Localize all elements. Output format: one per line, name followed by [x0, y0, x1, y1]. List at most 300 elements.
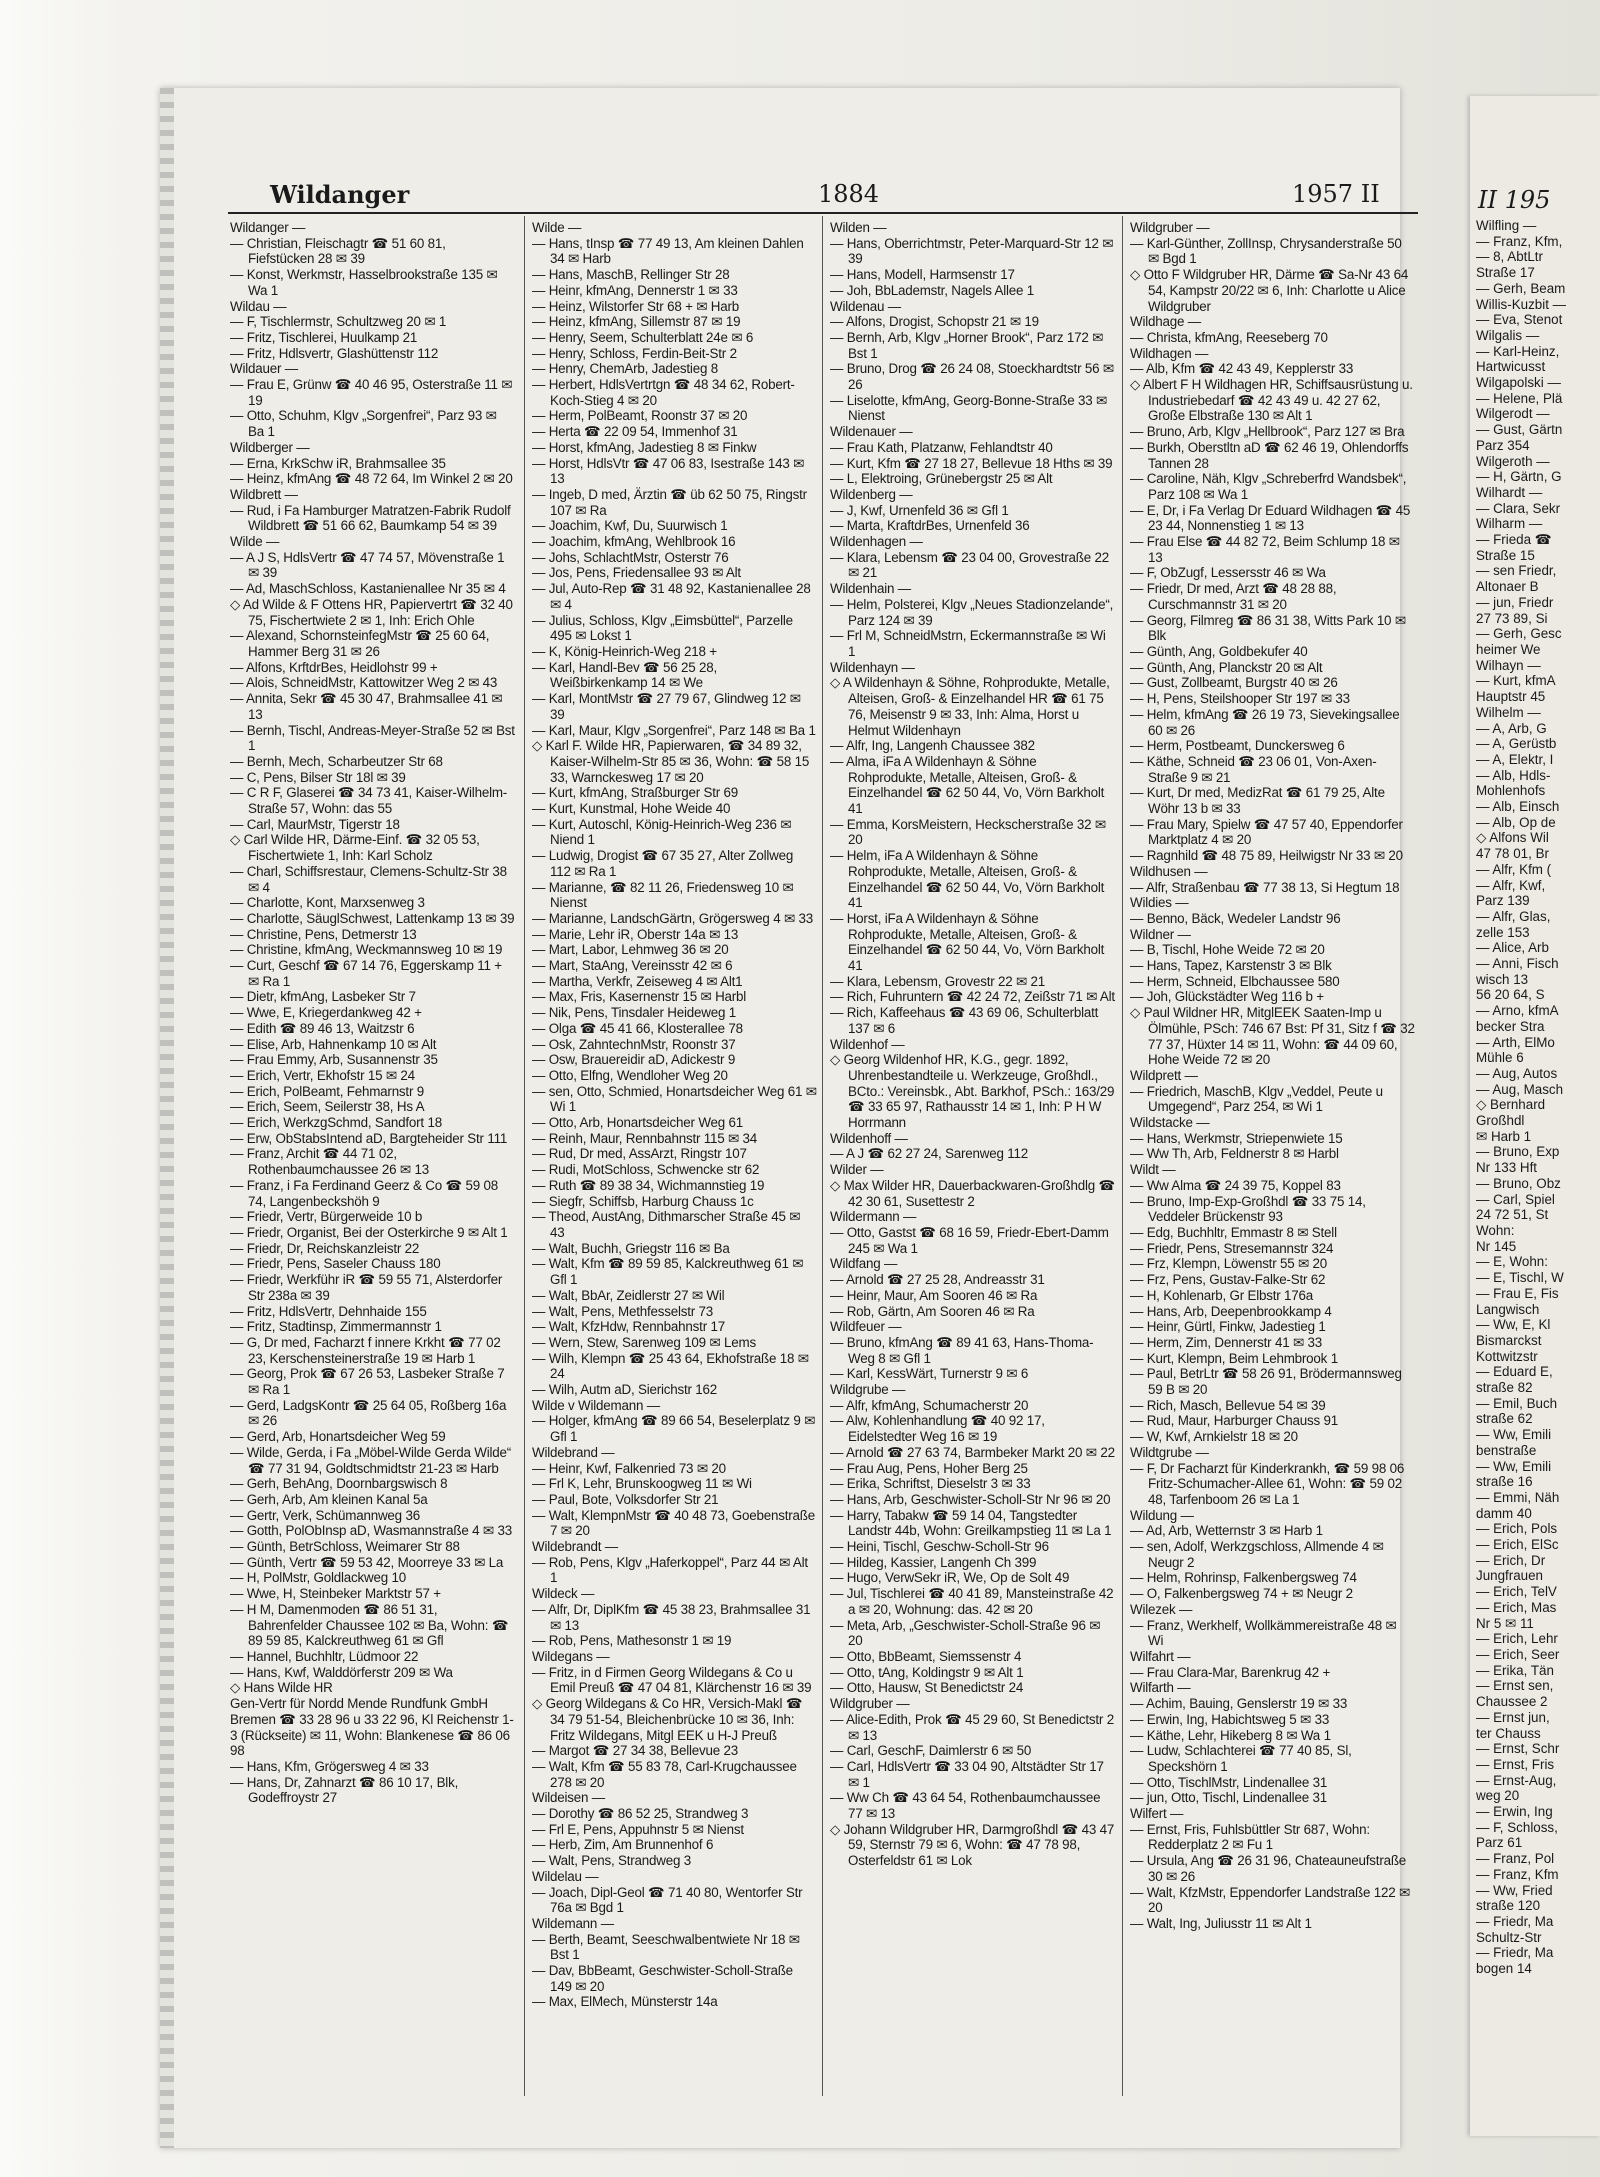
adjacent-page-line: — F, Schloss, [1476, 1819, 1558, 1835]
directory-entry: — Ad, Arb, Wetternstr 3 ✉ Harb 1 [1130, 1523, 1323, 1539]
adjacent-page-line: straße 82 [1476, 1380, 1533, 1396]
directory-entry: — Klara, Lebensm, Grovestr 22 ✉ 21 [830, 973, 1046, 989]
directory-entry: Wildfang — [830, 1256, 898, 1272]
directory-entry: Wildebrandt — [532, 1539, 618, 1555]
adjacent-page-line: — Alfr, Kwf, [1476, 877, 1546, 893]
adjacent-page-line: — Alb, Hdls- [1476, 767, 1551, 783]
directory-entry: — Mart, Labor, Lehmweg 36 ✉ 20 [532, 942, 729, 958]
adjacent-page-line: — Clara, Sekr [1476, 500, 1561, 516]
directory-entry: — Friedr, Dr med, Arzt ☎ 48 28 88, Curschmannstr 31 ✉ 20 [1130, 581, 1337, 612]
directory-entry: ◇ Georg Wildegans & Co HR, Versich-Makl ☎ 34 79 51-54, Bleichenbrücke 10 ✉ 36, Inh: Fritz Wildegans, Mitgl EEK u H-J Preuß [532, 1696, 803, 1743]
adjacent-page-line: — Eduard E, [1476, 1364, 1553, 1380]
directory-entry: — Horst, kfmAng, Jadestieg 8 ✉ Finkw [532, 439, 757, 455]
directory-entry: Wildfeuer — [830, 1319, 902, 1335]
directory-entry: — Rich, Masch, Bellevue 54 ✉ 39 [1130, 1397, 1326, 1413]
directory-entry: — Walt, Kfm ☎ 55 83 78, Carl-Krugchaussee 278 ✉ 20 [532, 1758, 797, 1790]
directory-entry: — Günth, Vertr ☎ 59 53 42, Moorreye 33 ✉ La [230, 1554, 504, 1570]
adjacent-page-line: — Emmi, Näh [1476, 1489, 1560, 1505]
directory-entry: Wildenhof — [830, 1036, 905, 1052]
adjacent-page-line: Wilhayn — [1476, 657, 1541, 673]
directory-entry: — Ingeb, D med, Ärztin ☎ üb 62 50 75, Ringstr 107 ✉ Ra [532, 486, 807, 518]
adjacent-page-line: — 8, AbtLtr [1476, 249, 1543, 265]
directory-entry: — Bruno, Imp-Exp-Großhdl ☎ 33 75 14, Veddeler Brückenstr 93 [1130, 1193, 1366, 1225]
directory-entry: — Horst, HdlsVtr ☎ 47 06 83, Isestraße 143 ✉ 13 [532, 455, 805, 487]
directory-entry: — Walt, BbAr, Zeidlerstr 27 ✉ Wil [532, 1287, 725, 1303]
directory-entry: — Joh, Glückstädter Weg 116 b + [1130, 989, 1324, 1005]
directory-entry: — Marianne, LandschGärtn, Grögersweg 4 ✉ 33 [532, 910, 813, 926]
directory-entry: — Friedrich, MaschB, Klgv „Veddel, Peute u Umgegend“, Parz 254, ✉ Wi 1 [1130, 1083, 1383, 1115]
directory-entry: — Konst, Werkmstr, Hasselbrookstraße 135 ✉ Wa 1 [230, 267, 498, 298]
directory-entry: — Heinz, kfmAng ☎ 48 72 64, Im Winkel 2 ✉ 20 [230, 471, 513, 487]
directory-entry: Wilde v Wildemann — [532, 1397, 660, 1413]
directory-entry: — C, Pens, Bilser Str 18l ✉ 39 [230, 769, 406, 785]
directory-entry: — Holger, kfmAng ☎ 89 66 54, Beselerplatz 9 ✉ Gfl 1 [532, 1413, 816, 1445]
directory-entry: — Olga ☎ 45 41 66, Klosterallee 78 [532, 1020, 743, 1036]
directory-entry: — Frz, Pens, Gustav-Falke-Str 62 [1130, 1272, 1326, 1288]
directory-entry: — Arnold ☎ 27 25 28, Andreasstr 31 [830, 1272, 1045, 1288]
directory-entry: — Otto, Elfng, Wendloher Weg 20 [532, 1067, 728, 1083]
directory-entry: — Achim, Bauing, Genslerstr 19 ✉ 33 [1130, 1696, 1348, 1712]
directory-entry: — H, Pens, Steilshooper Str 197 ✉ 33 [1130, 691, 1350, 707]
directory-entry: Wilfert — [1130, 1806, 1184, 1822]
directory-entry: — Margot ☎ 27 34 38, Bellevue 23 [532, 1743, 739, 1759]
adjacent-page-line: Mühle 6 [1476, 1050, 1524, 1066]
adjacent-page-line: Bismarckst [1476, 1332, 1542, 1348]
directory-entry: — Alice-Edith, Prok ☎ 45 29 60, St Benedictstr 2 ✉ 13 [830, 1711, 1114, 1743]
adjacent-page-line: Wilhelm — [1476, 704, 1541, 720]
directory-entry: — Fritz, Tischlerei, Huulkamp 21 [230, 329, 418, 345]
adjacent-page-line: Parz 139 [1476, 893, 1530, 909]
directory-entry: — Otto, Hausw, St Benedictstr 24 [830, 1680, 1024, 1696]
directory-entry: — Walt, KfzMstr, Eppendorfer Landstraße 122 ✉ 20 [1130, 1884, 1411, 1916]
directory-entry: — Annita, Sekr ☎ 45 30 47, Brahmsallee 41 ✉ 13 [230, 691, 503, 722]
directory-entry: — Jul, Auto-Rep ☎ 31 48 92, Kastanienallee 28 ✉ 4 [532, 581, 811, 612]
directory-entry: — Walt, Pens, Strandweg 3 [532, 1853, 691, 1869]
directory-entry: — Rudi, MotSchloss, Schwencke str 62 [532, 1162, 760, 1178]
directory-entry: — Alfr, Ing, Langenh Chaussee 382 [830, 738, 1035, 754]
directory-entry: — Charlotte, SäuglSchwest, Lattenkamp 13 ✉ 39 [230, 910, 515, 926]
directory-entry: Wilfahrt — [1130, 1648, 1191, 1664]
directory-entry: — Hans, Arb, Geschwister-Scholl-Str Nr 96 ✉ 20 [830, 1491, 1111, 1507]
directory-entry: — Franz, Archit ☎ 44 71 02, Rothenbaumchaussee 26 ✉ 13 [230, 1146, 429, 1178]
directory-entry: — W, Kwf, Arnkielstr 18 ✉ 20 [1130, 1429, 1298, 1445]
directory-entry: — Christian, Fleischagtr ☎ 51 60 81, Fiefstücken 28 ✉ 39 [230, 235, 446, 267]
directory-entry: — Bernh, Tischl, Andreas-Meyer-Straße 52 ✉ Bst 1 [230, 722, 515, 754]
directory-entry: — sen, Otto, Schmied, Honartsdeicher Weg 61 ✉ Wi 1 [532, 1083, 817, 1115]
directory-entry: — Herm, Schneid, Elbchaussee 580 [1130, 973, 1340, 989]
directory-entry: — Heinr, kfmAng, Dennerstr 1 ✉ 33 [532, 282, 738, 298]
directory-entry: — L, Elektroing, Grünebergstr 25 ✉ Alt [830, 471, 1053, 487]
adjacent-page-line: Wilgerodt — [1476, 406, 1550, 422]
directory-entry: Wildgrube — [830, 1382, 906, 1398]
adjacent-page-line: Straße 17 [1476, 265, 1535, 281]
directory-entry: — Heinr, Kwf, Falkenried 73 ✉ 20 [532, 1460, 726, 1476]
adjacent-page-line: straße 120 [1476, 1898, 1541, 1914]
directory-entry: — Bernh, Mech, Scharbeutzer Str 68 [230, 753, 443, 769]
adjacent-page-line: Parz 354 [1476, 437, 1530, 453]
directory-entry: — Karl, Maur, Klgv „Sorgenfrei“, Parz 148 ✉ Ba 1 [532, 722, 816, 738]
adjacent-page-line: damm 40 [1476, 1505, 1532, 1521]
directory-entry: — Günth, Ang, Goldbekufer 40 [1130, 643, 1308, 659]
directory-entry: — H M, Damenmoden ☎ 86 51 31, Bahrenfelder Chaussee 102 ✉ Ba, Wohn: ☎ 89 59 85, Kalckreuthweg 61 ✉ Gfl [230, 1601, 509, 1649]
directory-entry: — Charlotte, Kont, Marxsenweg 3 [230, 895, 425, 911]
adjacent-page-line: — Erich, Dr [1476, 1552, 1546, 1568]
directory-entry: — Meta, Arb, „Geschwister-Scholl-Straße 96 ✉ 20 [830, 1617, 1101, 1649]
adjacent-page-line: — Karl-Heinz, [1476, 343, 1560, 359]
directory-entry: — Kurt, Autoschl, König-Heinrich-Weg 236 ✉ Niend 1 [532, 816, 792, 848]
directory-entry: — Friedr, Organist, Bei der Osterkirche 9 ✉ Alt 1 [230, 1225, 508, 1240]
directory-entry: — Otto, tAng, Koldingstr 9 ✉ Alt 1 [830, 1664, 1024, 1680]
directory-entry: — Walt, Pens, Methfesselstr 73 [532, 1303, 714, 1319]
directory-entry: — Klara, Lebensm ☎ 23 04 00, Grovestraße 22 ✉ 21 [830, 549, 1110, 581]
adjacent-page-line: — Alfr, Glas, [1476, 908, 1551, 924]
directory-entry: — K, König-Heinrich-Weg 218 + [532, 643, 717, 659]
directory-entry: — Max, Fris, Kasernenstr 15 ✉ Harbl [532, 989, 747, 1005]
directory-entry: — Walt, Buchh, Griegstr 116 ✉ Ba [532, 1240, 730, 1256]
directory-entry: — Frl E, Pens, Appuhnstr 5 ✉ Nienst [532, 1821, 744, 1837]
adjacent-page-line: — Ernst-Aug, [1476, 1772, 1557, 1788]
adjacent-page-line: — sen Friedr, [1476, 563, 1557, 579]
directory-entry: — Mart, StaAng, Vereinsstr 42 ✉ 6 [532, 958, 733, 974]
adjacent-page-line: 24 72 51, St [1476, 1207, 1549, 1223]
directory-entry: — F, ObZugf, Lessersstr 46 ✉ Wa [1130, 565, 1326, 581]
adjacent-page-line: — Helene, Plä [1476, 390, 1563, 406]
directory-entry: — Erwin, Ing, Habichtsweg 5 ✉ 33 [1130, 1711, 1330, 1727]
directory-entry: — Alw, Kohlenhandlung ☎ 40 92 17, Eidelstedter Weg 16 ✉ 19 [830, 1413, 1045, 1445]
directory-entry: — Erna, KrkSchw iR, Brahmsallee 35 [230, 455, 446, 471]
adjacent-page-line: weg 20 [1476, 1788, 1520, 1804]
directory-entry: — Nik, Pens, Tinsdaler Heideweg 1 [532, 1005, 737, 1021]
directory-entry: — Elise, Arb, Hahnenkamp 10 ✉ Alt [230, 1036, 437, 1052]
adjacent-page-line: 27 73 89, Si [1476, 610, 1548, 626]
directory-entry: — Theod, AustAng, Dithmarscher Straße 45 ✉ 43 [532, 1209, 801, 1240]
directory-entry: — Georg, Filmreg ☎ 86 31 38, Witts Park 10 ✉ Blk [1130, 612, 1406, 644]
directory-entry: Wildhagen — [1130, 345, 1209, 361]
directory-entry: — Frau Emmy, Arb, Susannenstr 35 [230, 1052, 438, 1068]
directory-entry: Wildenhoff — [830, 1130, 908, 1146]
adjacent-page-line: — jun, Friedr [1476, 594, 1554, 610]
directory-entry: — Alfr, Dr, DiplKfm ☎ 45 38 23, Brahmsallee 31 ✉ 13 [532, 1601, 811, 1633]
directory-entry: — Rich, Fuhruntern ☎ 42 24 72, Zeißstr 71 ✉ Alt [830, 989, 1115, 1005]
directory-entry: — Ad, MaschSchloss, Kastanienallee Nr 35 ✉ 4 [230, 581, 506, 597]
directory-entry: Wilde — [532, 220, 582, 235]
directory-entry: ◇ A Wildenhayn & Söhne, Rohprodukte, Metalle, Alteisen, Groß- & Einzelhandel HR ☎ 61 75 76, Meisenstr 9 ✉ 33, Inh: Alma, Horst u Helmut Wildenhayn [830, 675, 1110, 738]
directory-entry: — Hans, Arb, Deepenbrookkamp 4 [1130, 1303, 1332, 1319]
adjacent-page-line: Wilgeroth — [1476, 453, 1550, 469]
directory-entry: — Walt, Ing, Juliusstr 11 ✉ Alt 1 [1130, 1915, 1312, 1931]
adjacent-page-line: — Gerh, Beam [1476, 280, 1566, 296]
directory-entry: Wildung — [1130, 1507, 1194, 1523]
directory-entry: — Max, ElMech, Münsterstr 14a [532, 1994, 718, 2010]
directory-entry: — Friedr, Pens, Stresemannstr 324 [1130, 1240, 1334, 1256]
directory-entry: — Helm, kfmAng ☎ 26 19 73, Sievekingsallee 60 ✉ 26 [1130, 706, 1400, 738]
directory-entry: — Franz, Werkhelf, Wollkämmereistraße 48 ✉ Wi [1130, 1617, 1397, 1649]
directory-entry: Wildanger — [230, 220, 306, 235]
directory-entry: — Herta ☎ 22 09 54, Immenhof 31 [532, 424, 738, 440]
adjacent-page-line: — Arno, kfmA [1476, 1003, 1559, 1019]
adjacent-page-line: — A, Elektr, I [1476, 751, 1554, 767]
directory-entry: — Karl, KessWärt, Turnerstr 9 ✉ 6 [830, 1366, 1029, 1382]
directory-entry: — Bernh, Arb, Klgv „Horner Brook“, Parz 172 ✉ Bst 1 [830, 329, 1104, 361]
adjacent-page-line: Kottwitzstr [1476, 1348, 1538, 1364]
adjacent-page-line: straße 16 [1476, 1474, 1533, 1490]
directory-entry: — Alexand, SchornsteinfegMstr ☎ 25 60 64, Hammer Berg 31 ✉ 26 [230, 628, 490, 659]
directory-entry: — Alfons, KrftdrBes, Heidlohstr 99 + [230, 659, 438, 675]
directory-entry: Wildt — [1130, 1162, 1176, 1178]
adjacent-page-line: benstraße [1476, 1442, 1537, 1458]
directory-entry: — Carl, GeschF, Daimlerstr 6 ✉ 50 [830, 1743, 1032, 1759]
directory-entry: — Osk, ZahntechnMstr, Roonstr 37 [532, 1036, 736, 1052]
adjacent-page-line: — Frau E, Fis [1476, 1285, 1559, 1301]
adjacent-page-line: — Ww, Emili [1476, 1458, 1552, 1474]
year-section: 1957 II [1292, 180, 1380, 208]
directory-entry: — Arnold ☎ 27 63 74, Barmbeker Markt 20 ✉ 22 [830, 1444, 1115, 1460]
page-number: 1884 [818, 180, 880, 208]
directory-entry: — Henry, Schloss, Ferdin-Beit-Str 2 [532, 345, 737, 361]
directory-entry: — Alois, SchneidMstr, Kattowitzer Weg 2 ✉ 43 [230, 675, 498, 691]
adjacent-page-line: — Erich, Pols [1476, 1521, 1558, 1537]
directory-entry: — Bruno, Arb, Klgv „Hellbrook“, Parz 127 ✉ Bra [1130, 424, 1405, 440]
directory-entry: — Alma, iFa A Wildenhayn & Söhne Rohprodukte, Metalle, Alteisen, Groß- & Einzelhandel ☎ 62 50 44, Vo, Vörn Barkholt 41 [830, 753, 1105, 817]
directory-entry: — Ragnhild ☎ 48 75 89, Heilwigstr Nr 33 ✉ 20 [1130, 848, 1403, 864]
directory-entry: — Günth, BetrSchloss, Weimarer Str 88 [230, 1539, 460, 1555]
directory-entry: — Hans, Oberrichtmstr, Peter-Marquard-Str 12 ✉ 39 [830, 235, 1114, 267]
adjacent-page-line: Nr 145 [1476, 1238, 1517, 1254]
directory-entry: — Curt, Geschf ☎ 67 14 76, Eggerskamp 11 + ✉ Ra 1 [230, 958, 502, 989]
directory-entry: — Wilde, Gerda, i Fa „Möbel-Wilde Gerda Wilde“ ☎ 77 31 94, Goldtschmidtstr 21-23 ✉ Harb [230, 1444, 512, 1476]
directory-entry: — Karl-Günther, ZollInsp, Chrysanderstraße 50 ✉ Bgd 1 [1130, 235, 1402, 267]
adjacent-page-line: — Erich, Lehr [1476, 1631, 1558, 1647]
directory-entry: — Jos, Pens, Friedensallee 93 ✉ Alt [532, 565, 741, 581]
directory-entry: — Frz, Klempn, Löwenstr 55 ✉ 20 [1130, 1256, 1328, 1272]
adjacent-page-line: — Erich, Mas [1476, 1599, 1557, 1615]
adjacent-page-line: — Frieda ☎ [1476, 532, 1552, 548]
page-keyword: Wildanger [270, 180, 410, 209]
directory-entry: — Hildeg, Kassier, Langenh Ch 399 [830, 1554, 1037, 1570]
adjacent-page-line: Willis-Kuzbit — [1476, 296, 1567, 312]
directory-entry: ◇ Hans Wilde HR [230, 1680, 333, 1696]
directory-entry: — C R F, Glaserei ☎ 34 73 41, Kaiser-Wilhelm-Straße 57, Wohn: das 55 [230, 785, 508, 817]
directory-entry: Wilden — [830, 220, 887, 235]
adjacent-page-line: — Alice, Arb [1476, 940, 1549, 956]
directory-entry: — E, Dr, i Fa Verlag Dr Eduard Wildhagen ☎ 45 23 44, Nonnenstieg 1 ✉ 13 [1130, 502, 1411, 534]
directory-entry: — Christine, kfmAng, Weckmannsweg 10 ✉ 19 [230, 942, 503, 958]
directory-entry: — Heinz, kfmAng, Sillemstr 87 ✉ 19 [532, 314, 741, 330]
directory-entry: — Rich, Kaffeehaus ☎ 43 69 06, Schulterblatt 137 ✉ 6 [830, 1005, 1099, 1036]
directory-entry: Wildbrett — [230, 486, 298, 502]
directory-entry: — Otto, TischlMstr, Lindenallee 31 [1130, 1774, 1328, 1790]
directory-entry: — Walt, KlempnMstr ☎ 40 48 73, Goebenstraße 7 ✉ 20 [532, 1507, 815, 1539]
adjacent-page-line: — E, Tischl, W [1476, 1270, 1564, 1286]
column-1 [230, 220, 515, 1806]
directory-entry: — Herm, Postbeamt, Dunckersweg 6 [1130, 738, 1345, 754]
directory-entry: — Hans, tInsp ☎ 77 49 13, Am kleinen Dahlen 34 ✉ Harb [532, 235, 804, 267]
column-divider [822, 216, 823, 2096]
adjacent-page-line: — Alb, Op de [1476, 814, 1556, 830]
adjacent-page-line: — Ww, E, Kl [1476, 1317, 1551, 1333]
directory-entry: — Paul, BetrLtr ☎ 58 26 91, Brödermannsweg 59 B ✉ 20 [1130, 1366, 1402, 1398]
directory-entry: — Gust, Zollbeamt, Burgstr 40 ✉ 26 [1130, 675, 1338, 691]
directory-entry: — A J ☎ 62 27 24, Sarenweg 112 [830, 1146, 1029, 1162]
directory-entry: — Heinz, Wilstorfer Str 68 + ✉ Harb [532, 298, 739, 314]
directory-entry: — Marta, KraftdrBes, Urnenfeld 36 [830, 518, 1030, 534]
directory-entry: — Marianne, ☎ 82 11 26, Friedensweg 10 ✉ Nienst [532, 879, 794, 911]
adjacent-page-line: zelle 153 [1476, 924, 1530, 940]
directory-entry: — Dietr, kfmAng, Lasbeker Str 7 [230, 989, 416, 1005]
adjacent-page-line: Langwisch [1476, 1301, 1540, 1317]
adjacent-page-line: — Carl, Spiel [1476, 1191, 1555, 1207]
directory-entry: — Heini, Tischl, Geschw-Scholl-Str 96 [830, 1539, 1049, 1555]
directory-entry: — Dorothy ☎ 86 52 25, Strandweg 3 [532, 1806, 749, 1822]
directory-entry: — Siegfr, Schiffsb, Harburg Chauss 1c [532, 1193, 754, 1209]
directory-entry: — Ludw, Schlachterei ☎ 77 40 85, Sl, Speckshörn 1 [1130, 1743, 1352, 1774]
adjacent-page-line: — Aug, Autos [1476, 1065, 1558, 1081]
directory-entry: — Ww Alma ☎ 24 39 75, Koppel 83 [1130, 1177, 1341, 1193]
adjacent-page-line: Altonaer B [1476, 579, 1539, 595]
adjacent-page-line: Nr 133 Hft [1476, 1160, 1538, 1176]
directory-entry: Wildeisen — [532, 1790, 605, 1806]
adjacent-page-line: 56 20 64, S [1476, 987, 1545, 1003]
directory-entry: — Gerh, Arb, Am kleinen Kanal 5a [230, 1491, 428, 1507]
adjacent-page-line: straße 62 [1476, 1411, 1533, 1427]
directory-entry: Wildeck — [532, 1586, 595, 1602]
adjacent-page-line: — H, Gärtn, G [1476, 469, 1562, 485]
adjacent-page-line: — Alb, Einsch [1476, 799, 1560, 815]
adjacent-page-line: Mohlenhofs [1476, 783, 1546, 799]
directory-entry: — Otto, Arb, Honartsdeicher Weg 61 [532, 1115, 744, 1131]
column-divider [524, 216, 525, 2096]
directory-entry: — Erich, PolBeamt, Fehmarnstr 9 [230, 1083, 424, 1099]
adjacent-page-line: — Franz, Kfm [1476, 1866, 1559, 1882]
directory-entry: — Wwe, H, Steinbeker Marktstr 57 + [230, 1586, 441, 1602]
directory-entry: — Otto, BbBeamt, Siemssenstr 4 [830, 1648, 1022, 1664]
directory-entry: ◇ Albert F H Wildhagen HR, Schiffsausrüstung u. Industriebedarf ☎ 42 43 49 u. 42 27 62, Große Elbstraße 130 ✉ Alt 1 [1130, 377, 1413, 424]
directory-entry: — Erich, WerkzgSchmd, Sandfort 18 [230, 1115, 442, 1131]
directory-entry: — Charl, Schiffsrestaur, Clemens-Schultz-Str 38 ✉ 4 [230, 863, 507, 895]
directory-entry: — Erika, Schriftst, Dieselstr 3 ✉ 33 [830, 1476, 1031, 1492]
directory-entry: Wildies — [1130, 895, 1189, 911]
directory-entry: — Harry, Tabakw ☎ 59 14 04, Tangstedter Landstr 44b, Wohn: Greilkampstieg 11 ✉ La 1 [830, 1507, 1112, 1539]
directory-entry: — Hannel, Buchhltr, Lüdmoor 22 [230, 1648, 419, 1664]
directory-entry: — Friedr, Vertr, Bürgerweide 10 b [230, 1209, 423, 1225]
directory-entry: — O, Falkenbergsweg 74 + ✉ Neugr 2 [1130, 1586, 1353, 1602]
directory-entry: — Helm, Polsterei, Klgv „Neues Stadionzelande“, Parz 124 ✉ 39 [830, 596, 1114, 628]
directory-entry: — Herb, Zim, Am Brunnenhof 6 [532, 1837, 714, 1853]
directory-entry: — Osw, Brauereidir aD, Adickestr 9 [532, 1052, 736, 1068]
directory-entry: Wildner — [1130, 926, 1191, 942]
directory-entry: Wildau — [230, 298, 287, 314]
directory-entry: Wildauer — [230, 361, 298, 377]
directory-entry: — Edith ☎ 89 46 13, Waitzstr 6 [230, 1020, 415, 1036]
directory-entry: — Hans, MaschB, Rellinger Str 28 [532, 267, 730, 283]
directory-entry: Gen-Vertr für Nordd Mende Rundfunk GmbH Bremen ☎ 33 28 96 u 33 22 96, Kl Reichenstr 1-3 (Rückseite) ✉ 11, Wohn: Blankenese ☎ 86 06 98 [230, 1696, 514, 1759]
column-4 [1130, 220, 1415, 1932]
adjacent-page-line: becker Stra [1476, 1018, 1545, 1034]
directory-entry: — Otto, Gastst ☎ 68 16 59, Friedr-Ebert-Damm 245 ✉ Wa 1 [830, 1225, 1109, 1256]
directory-entry: — Günth, Ang, Planckstr 20 ✉ Alt [1130, 659, 1323, 675]
directory-entry: — Alfr, Straßenbau ☎ 77 38 13, Si Hegtum 18 [1130, 879, 1400, 895]
directory-entry: — Erich, Seem, Seilerstr 38, Hs A [230, 1099, 425, 1115]
directory-entry: ◇ Max Wilder HR, Dauerbackwaren-Großhdlg ☎ 42 30 61, Susettestr 2 [830, 1177, 1115, 1209]
directory-entry: — Ludwig, Drogist ☎ 67 35 27, Alter Zollweg 112 ✉ Ra 1 [532, 848, 794, 879]
directory-entry: — F, Dr Facharzt für Kinderkrankh, ☎ 59 98 06 Fritz-Schumacher-Allee 61, Wohn: ☎ 59 02 48, Tarfenboom 26 ✉ La 1 [1130, 1460, 1405, 1507]
header-rule [228, 212, 1418, 214]
directory-entry: Wildhage — [1130, 314, 1201, 330]
directory-entry: ◇ Otto F Wildgruber HR, Därme ☎ Sa-Nr 43 64 54, Kampstr 20/22 ✉ 6, Inh: Charlotte u Alice Wildgruber [1130, 267, 1409, 314]
adjacent-page-line: — Arth, ElMo [1476, 1034, 1555, 1050]
adjacent-page-line: Jungfrauen [1476, 1568, 1544, 1584]
directory-entry: — Kurt, Kunstmal, Hohe Weide 40 [532, 801, 731, 817]
directory-entry: — Frau Clara-Mar, Barenkrug 42 + [1130, 1664, 1331, 1680]
directory-entry: — Ww Th, Arb, Feldnerstr 8 ✉ Harbl [1130, 1146, 1339, 1162]
directory-entry: — Reinh, Maur, Rennbahnstr 115 ✉ 34 [532, 1130, 758, 1146]
directory-entry: — Helm, Rohrinsp, Falkenbergsweg 74 [1130, 1570, 1357, 1586]
directory-entry: Wildebrand — [532, 1444, 615, 1460]
directory-entry: — Kurt, Kfm ☎ 27 18 27, Bellevue 18 Hths ✉ 39 [830, 455, 1113, 471]
directory-entry: — Martha, Verkfr, Zeiseweg 4 ✉ Alt1 [532, 973, 743, 989]
directory-entry: — Henry, Seem, Schulterblatt 24e ✉ 6 [532, 329, 754, 345]
adjacent-page-line: — Ernst, Fris [1476, 1756, 1555, 1772]
directory-entry: ◇ Johann Wildgruber HR, Darmgroßhdl ☎ 43 47 59, Sternstr 79 ✉ 6, Wohn: ☎ 47 78 98, Osterfeldstr 61 ✉ Lok [830, 1821, 1115, 1869]
adjacent-page-line: — Aug, Masch [1476, 1081, 1564, 1097]
directory-entry: — Marie, Lehr iR, Oberstr 14a ✉ 13 [532, 926, 739, 942]
adjacent-page-line: — Bruno, Exp [1476, 1144, 1560, 1160]
adjacent-page-line: Parz 61 [1476, 1835, 1523, 1851]
directory-entry: — Georg, Prok ☎ 67 26 53, Lasbeker Straße 7 ✉ Ra 1 [230, 1366, 505, 1398]
directory-entry: — Fritz, in d Firmen Georg Wildegans & Co u Emil Preuß ☎ 47 04 81, Klärchenstr 16 ✉ 39 [532, 1664, 812, 1696]
directory-entry: Wildstacke — [1130, 1115, 1210, 1131]
directory-entry: Wilfarth — [1130, 1680, 1191, 1696]
directory-entry: — Erw, ObStabsIntend aD, Bargteheider Str 111 [230, 1130, 508, 1146]
directory-entry: ◇ Georg Wildenhof HR, K.G., gegr. 1892, Uhrenbestandteile u. Werkzeuge, Großhdl., BCto.: Vereinsbk., Abt. Barkhof, PSch.: 163/29 ☎ 33 65 97, Rathausstr 14 ✉ 1, Inh: P H W Horrmann [830, 1052, 1115, 1131]
directory-entry: Wildgruber — [1130, 220, 1210, 235]
directory-entry: — F, Tischlermstr, Schultzweg 20 ✉ 1 [230, 314, 447, 330]
directory-entry: — Fritz, Stadtinsp, Zimmermannstr 1 [230, 1319, 442, 1335]
directory-entry: — Caroline, Näh, Klgv „Schreberfrd Wandsbek“, Parz 108 ✉ Wa 1 [1130, 471, 1407, 502]
directory-entry: — Christine, Pens, Detmerstr 13 [230, 926, 417, 942]
directory-entry: — Henry, ChemArb, Jadestieg 8 [532, 361, 718, 377]
adjacent-page-line: Nr 5 ✉ 11 [1476, 1615, 1534, 1631]
directory-entry: — Kurt, Dr med, MedizRat ☎ 61 79 25, Alte Wöhr 13 b ✉ 33 [1130, 785, 1385, 817]
adjacent-page-line: — Alfr, Kfm ( [1476, 861, 1552, 877]
adjacent-page-line: 47 78 01, Br [1476, 846, 1549, 862]
directory-entry: Wildenhagen — [830, 534, 923, 550]
adjacent-page-line: — Ernst, Schr [1476, 1741, 1560, 1757]
directory-entry: — Fritz, HdlsVertr, Dehnhaide 155 [230, 1303, 427, 1319]
adjacent-page-line: ✉ Harb 1 [1476, 1128, 1532, 1144]
directory-entry: Wildhusen — [1130, 863, 1208, 879]
directory-entry: — Berth, Beamt, Seeschwalbentwiete Nr 18 ✉ Bst 1 [532, 1931, 800, 1963]
directory-entry: — Frl K, Lehr, Brunskoogweg 11 ✉ Wi [532, 1476, 752, 1492]
directory-entry: — Hans, Kfm, Grögersweg 4 ✉ 33 [230, 1758, 429, 1774]
directory-entry: Wilder — [830, 1162, 884, 1178]
directory-entry: — Karl, Handl-Bev ☎ 56 25 28, Weißbirkenkamp 14 ✉ We [532, 659, 718, 691]
directory-entry: — Rud, Maur, Harburger Chauss 91 [1130, 1413, 1338, 1429]
directory-entry: Wildprett — [1130, 1067, 1198, 1083]
adjacent-page-line: — Franz, Pol [1476, 1851, 1555, 1867]
directory-entry: — Wwe, E, Kriegerdankweg 42 + [230, 1005, 422, 1021]
directory-entry: — Wilh, Klempn ☎ 25 43 64, Ekhofstraße 18 ✉ 24 [532, 1350, 809, 1382]
directory-entry: — H, Kohlenarb, Gr Elbstr 176a [1130, 1287, 1314, 1303]
directory-entry: — Ww Ch ☎ 43 64 54, Rothenbaumchaussee 77 ✉ 13 [830, 1790, 1101, 1822]
adjacent-page-line: Wohn: [1476, 1223, 1515, 1238]
directory-entry: — Fritz, Hdlsvertr, Glashüttenstr 112 [230, 345, 439, 361]
directory-entry: — Frau Aug, Pens, Hoher Berg 25 [830, 1460, 1028, 1476]
directory-entry: — Erich, Vertr, Ekhofstr 15 ✉ 24 [230, 1067, 415, 1083]
adjacent-page-line: — Erich, TelV [1476, 1584, 1557, 1600]
directory-entry: — Hans, Modell, Harmsenstr 17 [830, 267, 1015, 283]
directory-entry: — Ernst, Fris, Fuhlsbüttler Str 687, Wohn: Redderplatz 2 ✉ Fu 1 [1130, 1821, 1370, 1853]
